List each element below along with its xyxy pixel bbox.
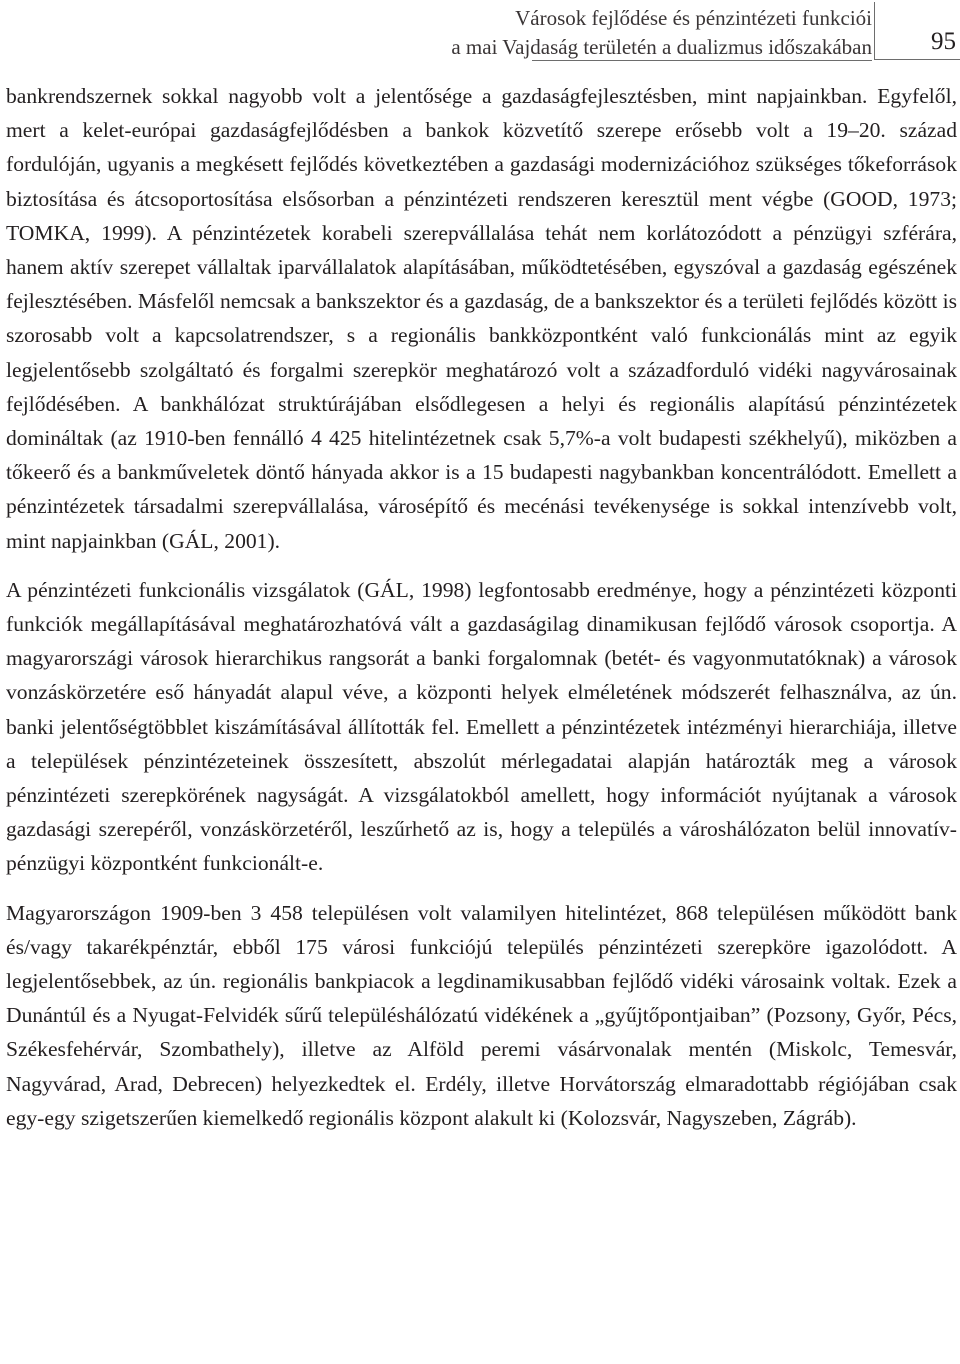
paragraph-banking-role: bankrendszernek sokkal nagyobb volt a jelentősége a gazdaságfejlesztésben, mint napjainkban. Egyfelől, mert a kelet-európai gazdaságfejlődésben a bankok közvetítő szerepe erősebb volt a 19–20. század fordulóján, ugyanis a megkésett fejlődés következtében a gazdasági modernizációhoz szükséges tőkeforrások biztosítása és átcsoportosítása elsősorban a pénzintézeti rendszeren keresztül ment végbe (GOOD, 1973; TOMKA, 1999). A pénzintézetek korabeli szerepvállalása tehát nem korlátozódott a pénzügyi szférára, hanem aktív szerepet vállaltak iparvállalatok alapításában, működtetésében, egyszóval a gazdaság egészének fejlesztésében. Másfelől nemcsak a bankszektor és a gazdaság, de a bankszektor és a területi fejlődés között is szorosabb volt a kapcsolatrendszer, s a regionális bankközpontként való funkcionálás mint az egyik legjelentősebb szolgáltató és forgalmi szerepkör meghatározó volt a századforduló vidéki nagyvárosainak fejlődésében. A bankhálózat struktúrájában elsődlegesen a helyi és regionális alapítású pénzintézetek domináltak (az 1910-ben fennálló 4 425 hitelintézetnek csak 5,7%-a volt budapesti székhelyű), miközben a tőkeerő és a bankműveletek döntő hányada akkor is a 15 budapesti nagybankban koncentrálódott. Emellett a pénzintézetek társadalmi szerepvállalása, városépítő és mecénási tevékenysége is sokkal intenzívebb volt, mint napjainkban (GÁL, 2001). bbox=[6, 84, 957, 553]
running-header bbox=[451, 4, 872, 62]
running-header-line-2: a mai Vajdaság területén a dualizmus időszakában bbox=[451, 35, 872, 59]
body-text bbox=[6, 79, 957, 1135]
paragraph-functional-studies: A pénzintézeti funkcionális vizsgálatok (GÁL, 1998) legfontosabb eredménye, hogy a pénzintézeti központi funkciók megállapításával meghatározhatóvá vált a gazdaságilag dinamikusan fejlődő városok csoportja. A magyarországi városok hierarchikus rangsorát a banki forgalomnak (betét- és vagyonmutatóknak) a városok vonzáskörzetére eső hányadát alapul véve, a központi helyek elméletének módszerét felhasználva, az ún. banki jelentőségtöbblet kiszámításával állították fel. Emellett a pénzintézetek intézményi hierarchiája, illetve a települések pénzintézeteinek összesített, abszolút mérlegadatai alapján határozták meg a városok pénzintézeti szerepkörének nagyságát. A vizsgálatokból amellett, hogy információt nyújtanak a városok gazdasági szerepéről, vonzáskörzetéről, leszűrhető az is, hogy a település a városhálózaton belül innovatív-pénzügyi központként funkcionált-e. bbox=[6, 577, 957, 876]
running-header-line-1: Városok fejlődése és pénzintézeti funkciói bbox=[515, 6, 872, 30]
paragraph-regional-centres: Magyarországon 1909-ben 3 458 településen volt valamilyen hitelintézet, 868 településen működött bank és/vagy takarékpénztár, ebből 175 városi funkciójú település pénzintézeti szerepköre igazolódott. A legjelentősebbek, az ún. regionális bankpiacok a legdinamikusabban fejlődő vidéki városaink voltak. Ezek a Dunántúl és a Nyugat-Felvidék sűrű településhálózatú vidékének a „gyűjtőpontjaiban” (Pozsony, Győr, Pécs, Székesfehérvár, Szombathely), illetve az Alföld peremi vásárvonalak mentén (Miskolc, Temesvár, Nagyvárad, Arad, Debrecen) helyezkedtek el. Erdély, illetve Horvátország elmaradottabb régiójában csak egy-egy szigetszerűen kiemelkedő regionális központ alakult ki (Kolozsvár, Nagyszeben, Zágráb). bbox=[6, 900, 957, 1130]
page-number: 95 bbox=[931, 28, 956, 55]
header-rule bbox=[532, 60, 872, 61]
